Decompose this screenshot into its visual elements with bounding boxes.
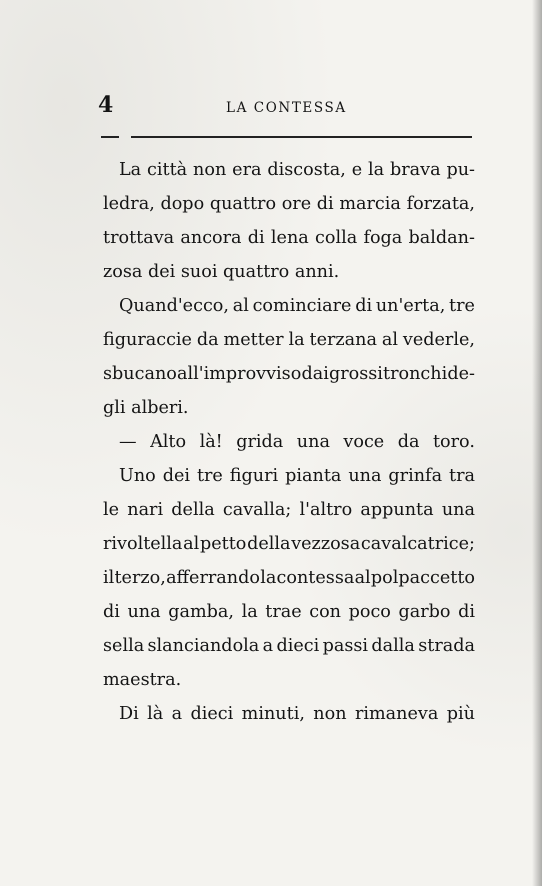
word: al [232,296,249,316]
word: brava [390,160,441,180]
word: era [232,160,262,180]
text-line [103,153,475,187]
word: pianta [285,466,342,486]
word: nari [127,500,164,520]
word: sbucano [103,364,177,384]
word: l'altro [299,500,353,520]
word: appunta [360,500,434,520]
word: da [196,330,219,350]
word: trottava [103,228,175,248]
word: afferrando [166,568,260,588]
word: foga [363,228,403,248]
text-line [103,595,475,629]
word: strada [418,636,475,656]
word: cavalcatrice; [360,534,475,554]
word: ancora [180,228,242,248]
header-rule-long [131,136,472,138]
word: terzana [309,330,377,350]
word: di [355,296,373,316]
word: marcia [339,194,401,214]
word: là [147,704,164,724]
word: ledra, [103,194,155,214]
word: di [103,602,120,622]
word: quattro [209,194,277,214]
word: figuri [229,466,279,486]
word: toro. [432,432,475,452]
word: dei [162,466,191,486]
word: La [119,160,142,180]
word: più [446,704,475,724]
page-number: 4 [98,92,114,118]
word: vederle, [402,330,475,350]
word: al [354,568,371,588]
word: la [241,602,258,622]
word: terzo, [114,568,166,588]
word: tronchi [383,364,448,384]
word: baldan- [408,228,475,248]
text-line [103,697,475,731]
word: dieci [190,704,234,724]
word: voce [343,432,385,452]
word: rivoltella [103,534,183,554]
word: a [262,636,274,656]
word: dai [301,364,329,384]
word: le [103,500,120,520]
word: il [103,568,115,588]
word: trae [265,602,302,622]
word: contessa [276,568,355,588]
word: una [296,432,330,452]
word: di [247,228,265,248]
word: grinfa [388,466,443,486]
word: grossi [328,364,383,384]
word: la [368,160,385,180]
word: tre [449,296,475,316]
text-line-content: gli alberi. [103,398,189,418]
word: metter [223,330,284,350]
word: ore [281,194,312,214]
text-line [103,493,475,527]
word: discosta, [267,160,346,180]
word: rimaneva [354,704,439,724]
word: all'improvviso [177,364,302,384]
word: lena [270,228,309,248]
word: polpaccetto [370,568,475,588]
body-text [103,153,475,731]
word: là! [199,432,223,452]
word: della [247,534,291,554]
text-line [103,459,475,493]
text-line [103,289,475,323]
word: non [193,160,227,180]
text-line [103,391,475,425]
page-edge-shadow [532,0,542,886]
word: de- [447,364,475,384]
word: da [397,432,420,452]
word: grida [236,432,284,452]
running-head: LA CONTESSA [226,100,347,116]
word: poco [348,602,391,622]
word: cominciare [252,296,352,316]
text-line [103,255,475,289]
word: gamba, [168,602,234,622]
word: tre [196,466,223,486]
word: dopo [160,194,205,214]
word: petto [199,534,247,554]
word: con [309,602,342,622]
word: una [441,500,475,520]
text-line [103,187,475,221]
word: pu- [446,160,475,180]
text-line-content: zosa dei suoi quattro anni. [103,262,340,282]
word: vezzosa [291,534,361,554]
word: una [127,602,161,622]
word: e [351,160,363,180]
word: dieci [276,636,320,656]
word: Di [119,704,139,724]
header-rule-short [101,136,119,138]
word: a [171,704,183,724]
word: al [183,534,200,554]
word: un'erta, [375,296,446,316]
text-line [103,357,475,391]
word: Alto [150,432,187,452]
word: al [381,330,398,350]
word: di [316,194,334,214]
text-line [103,323,475,357]
text-line [103,425,475,459]
text-line [103,663,475,697]
text-line-content: maestra. [103,670,182,690]
word: non [313,704,347,724]
word: garbo [398,602,451,622]
word: una [348,466,382,486]
word: minuti, [241,704,305,724]
word: colla [315,228,358,248]
word: cavalla; [222,500,292,520]
word: figuraccie [103,330,192,350]
word: passi [322,636,369,656]
text-line [103,629,475,663]
word: Uno [119,466,156,486]
word: Quand'ecco, [119,296,229,316]
word: della [171,500,215,520]
word: sella [103,636,145,656]
word: città [147,160,188,180]
word: la [288,330,305,350]
word: di [458,602,475,622]
word: la [260,568,277,588]
word: — [119,432,137,452]
text-line [103,527,475,561]
text-line [103,221,475,255]
word: dalla [371,636,415,656]
word: slanciandola [147,636,260,656]
word: tra [449,466,475,486]
word: forzata, [406,194,475,214]
text-line [103,561,475,595]
